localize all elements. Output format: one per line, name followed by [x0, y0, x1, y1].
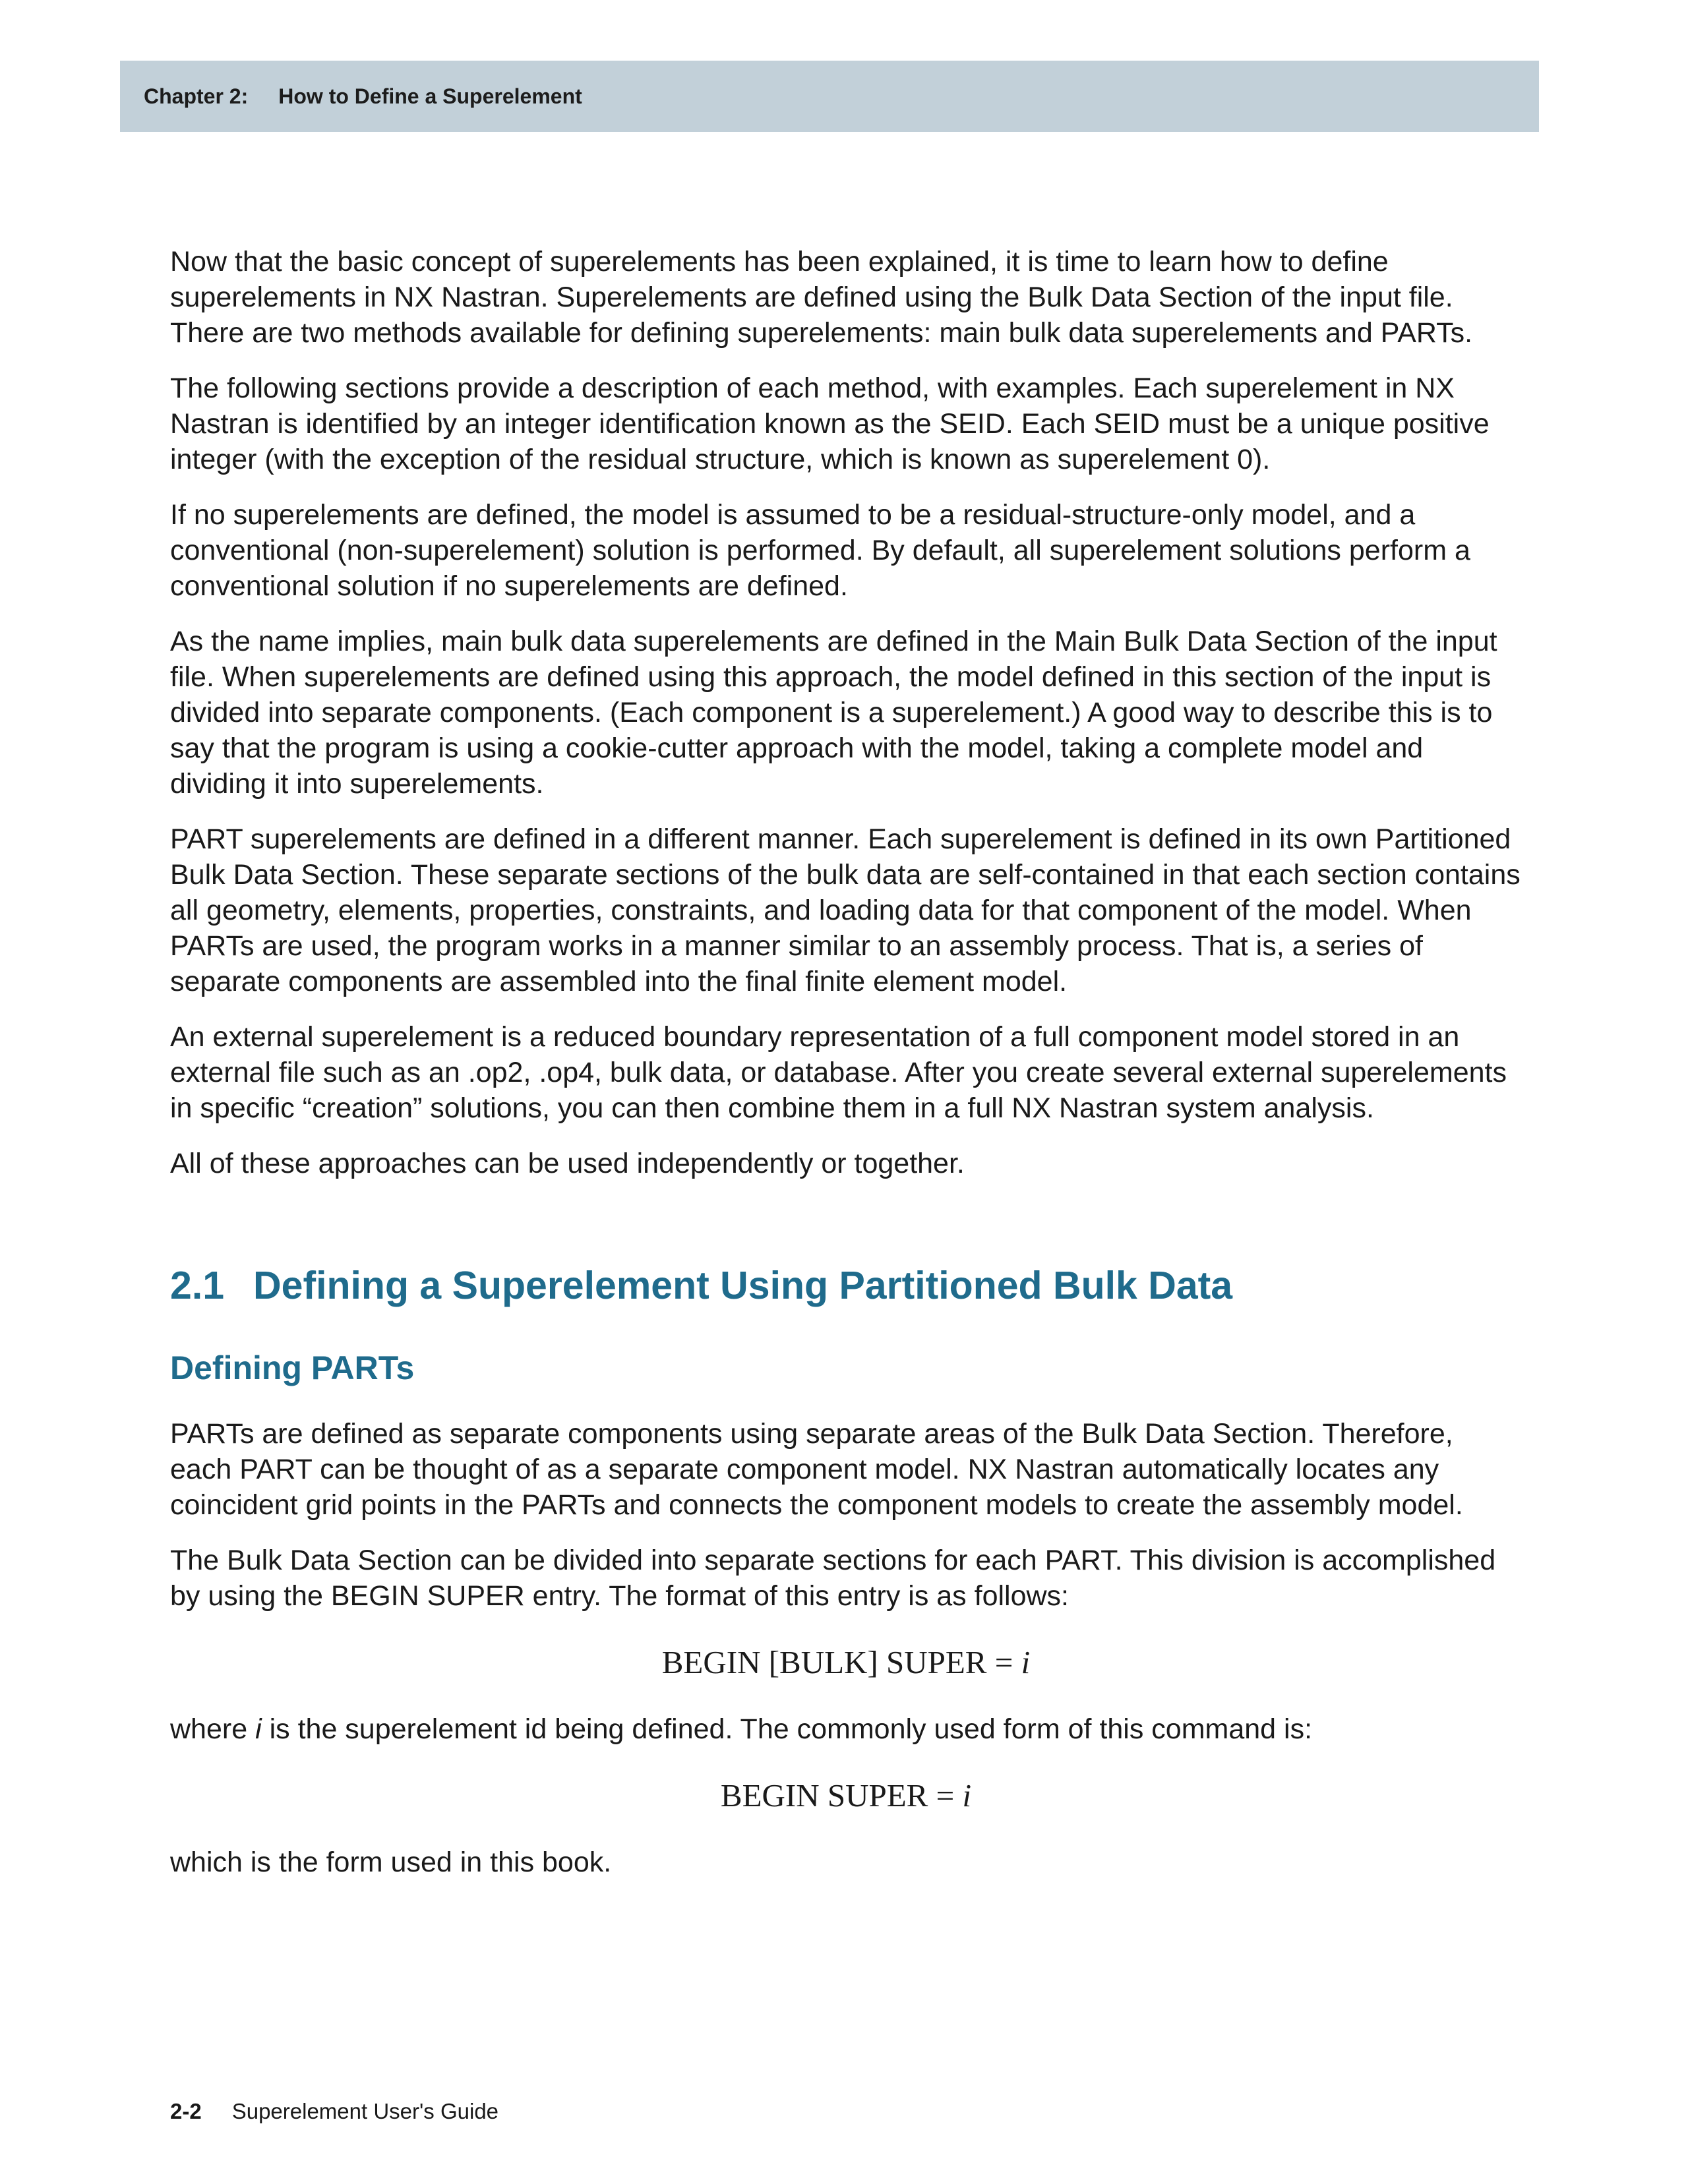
formula-variable: i [962, 1777, 972, 1814]
running-header [120, 61, 1539, 132]
intro-paragraph: PART superelements are defined in a different manner. Each superelement is defined in its own Partitioned Bulk Data Section. These separate sections of the bulk data are self-contained in that each section contains all geometry, elements, properties, constraints, and loading data for that component of the model. When PARTs are used, the program works in a manner similar to an assembly process. That is, a series of separate components are assembled into the final finite element model. [170, 823, 1521, 997]
subsection-heading: Defining PARTs [170, 1349, 415, 1386]
book-title: Superelement User's Guide [231, 2099, 499, 2123]
section-heading [170, 1259, 1522, 1312]
where-paragraph [170, 1711, 1522, 1747]
intro-paragraph: Now that the basic concept of superelements has been explained, it is time to learn how to define superelements in NX Nastran. Superelements are defined using the Bulk Data Section of the input file. There are two methods available for defining superelements: main bulk data superelements and PARTs. [170, 246, 1473, 349]
section-title: Defining a Superelement Using Partitioned Bulk Data [253, 1264, 1233, 1307]
parts-paragraph: PARTs are defined as separate components using separate areas of the Bulk Data Section. Therefore, each PART can be thought of as a separate component model. NX Nastran automatically locates any coincident grid points in the PARTs and connects the component models to create the assembly model. [170, 1418, 1463, 1521]
formula-text: BEGIN SUPER = [720, 1777, 963, 1814]
where-pre: where [170, 1713, 256, 1745]
closing-paragraph: which is the form used in this book. [170, 1846, 612, 1878]
intro-paragraph: The following sections provide a description of each method, with examples. Each superelement in NX Nastran is identified by an integer identification known as the SEID. Each SEID must be a unique positive integer (with the exception of the residual structure, which is known as superelement 0). [170, 372, 1490, 475]
formula-begin-bulk-super [170, 1643, 1522, 1682]
page-footer [170, 2099, 498, 2124]
chapter-title: How to Define a Superelement [278, 84, 582, 108]
section-number: 2.1 [170, 1264, 225, 1307]
running-header-text [144, 84, 582, 109]
where-variable: i [255, 1713, 262, 1745]
page-body [170, 244, 1522, 1900]
formula-text: BEGIN [BULK] SUPER = [661, 1644, 1021, 1680]
where-post: is the superelement id being defined. The commonly used form of this command is: [261, 1713, 1313, 1745]
formula-variable: i [1021, 1644, 1031, 1680]
intro-paragraph: All of these approaches can be used independently or together. [170, 1148, 965, 1179]
parts-paragraph: The Bulk Data Section can be divided into separate sections for each PART. This division is accomplished by using the BEGIN SUPER entry. The format of this entry is as follows: [170, 1545, 1496, 1612]
page-number: 2-2 [170, 2099, 202, 2123]
chapter-label: Chapter 2: [144, 84, 249, 108]
intro-paragraph: As the name implies, main bulk data superelements are defined in the Main Bulk Data Section of the input file. When superelements are defined using this approach, the model defined in this section of the input is divided into separate components. (Each component is a superelement.) A good way to describe this is to say that the program is using a cookie-cutter approach with the model, taking a complete model and dividing it into superelements. [170, 626, 1497, 800]
intro-paragraph: An external superelement is a reduced boundary representation of a full component model stored in an external file such as an .op2, .op4, bulk data, or database. After you create several external superelements in specific “creation” solutions, you can then combine them in a full NX Nastran system analysis. [170, 1021, 1507, 1124]
intro-paragraph: If no superelements are defined, the model is assumed to be a residual-structure-only model, and a conventional (non-superelement) solution is performed. By default, all superelement solutions perform a conventional solution if no superelements are defined. [170, 499, 1470, 602]
formula-begin-super [170, 1776, 1522, 1815]
